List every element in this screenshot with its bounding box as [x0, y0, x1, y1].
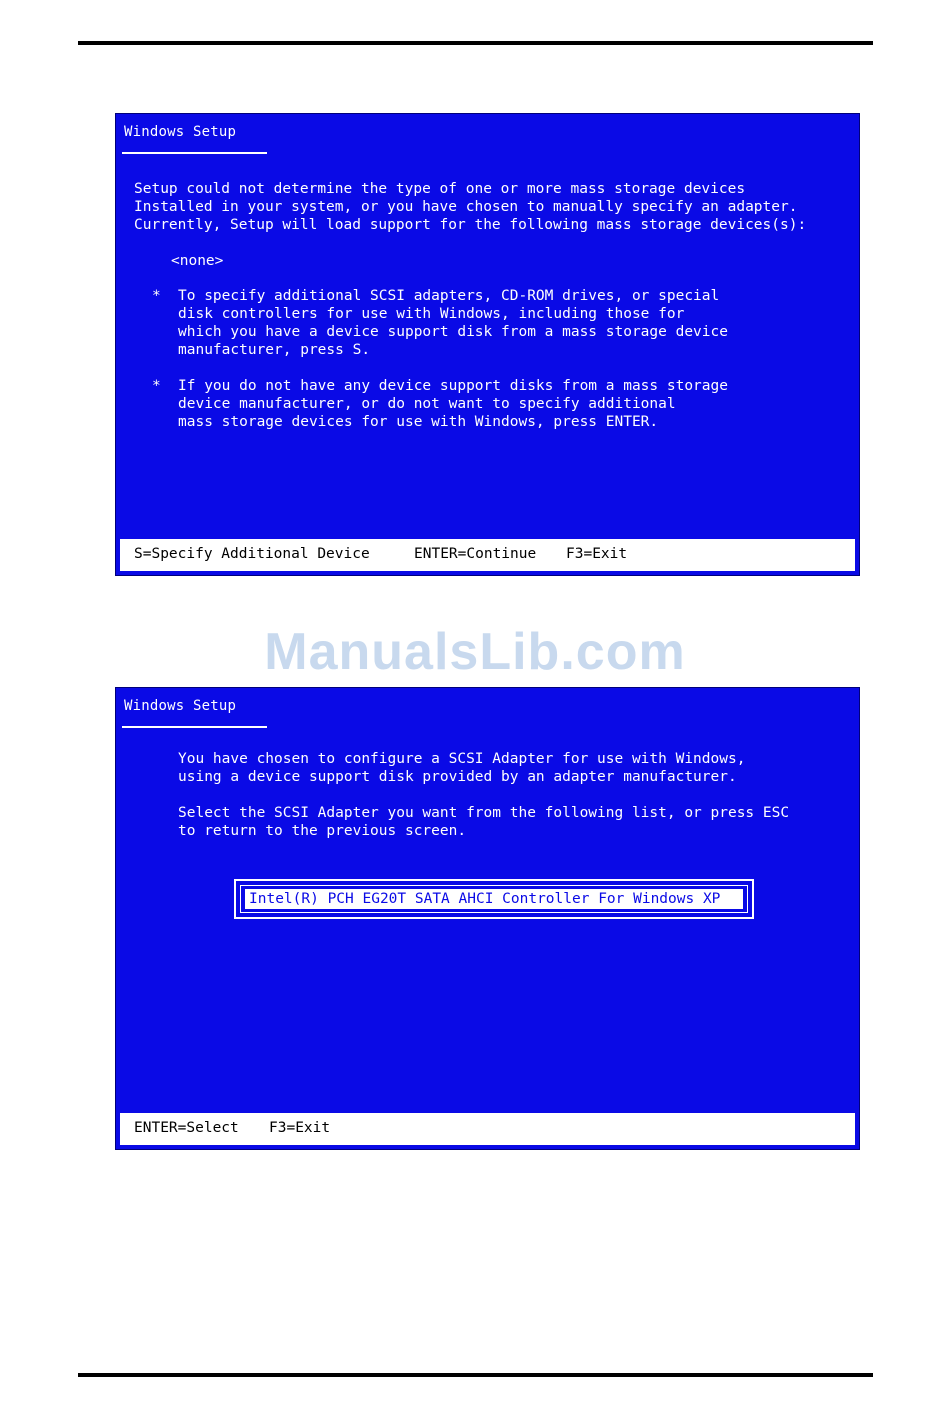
title-underline	[122, 726, 267, 728]
top-rule	[78, 41, 873, 45]
exit-key[interactable]: F3=Exit	[566, 546, 628, 562]
device-list-none: <none>	[171, 253, 224, 269]
title-underline	[122, 152, 267, 154]
setup-screen-scsi-select	[115, 687, 860, 1150]
bullet-marker: *	[152, 288, 161, 304]
specify-device-key[interactable]: S=Specify Additional Device	[134, 546, 370, 562]
intro-text: Setup could not determine the type of one or more mass storage devices Installed in your system, or you have chosen to manually specify an adapter. Currently, Setup will load support for the following mass storage devices(s):	[134, 181, 807, 233]
watermark: ManualsLib.com	[264, 623, 686, 681]
bullet-marker: *	[152, 378, 161, 394]
adapter-list-item-selected[interactable]: Intel(R) PCH EG20T SATA AHCI Controller For Windows XP	[245, 889, 743, 909]
status-bar	[120, 1113, 855, 1145]
screen-title: Windows Setup	[124, 124, 237, 140]
select-key[interactable]: ENTER=Select	[134, 1120, 239, 1136]
scsi-intro-text: You have chosen to configure a SCSI Adapter for use with Windows, using a device support disk provided by an adapter manufacturer.	[178, 751, 746, 785]
setup-screen-mass-storage	[115, 113, 860, 576]
instruction-continue: If you do not have any device support disks from a mass storage device manufacturer, or do not want to specify additional mass storage devices for use with Windows, press ENTER.	[178, 378, 728, 430]
exit-key[interactable]: F3=Exit	[269, 1120, 331, 1136]
scsi-select-instruction: Select the SCSI Adapter you want from the following list, or press ESC to return to the previous screen.	[178, 805, 790, 839]
bottom-rule	[78, 1373, 873, 1377]
instruction-specify: To specify additional SCSI adapters, CD-ROM drives, or special disk controllers for use with Windows, including those for which you have a device support disk from a mass storage device manufacturer, press S.	[178, 288, 728, 358]
status-bar	[120, 539, 855, 571]
adapter-list	[234, 879, 754, 919]
continue-key[interactable]: ENTER=Continue	[414, 546, 537, 562]
screen-title: Windows Setup	[124, 698, 237, 714]
adapter-list-frame	[240, 885, 748, 913]
